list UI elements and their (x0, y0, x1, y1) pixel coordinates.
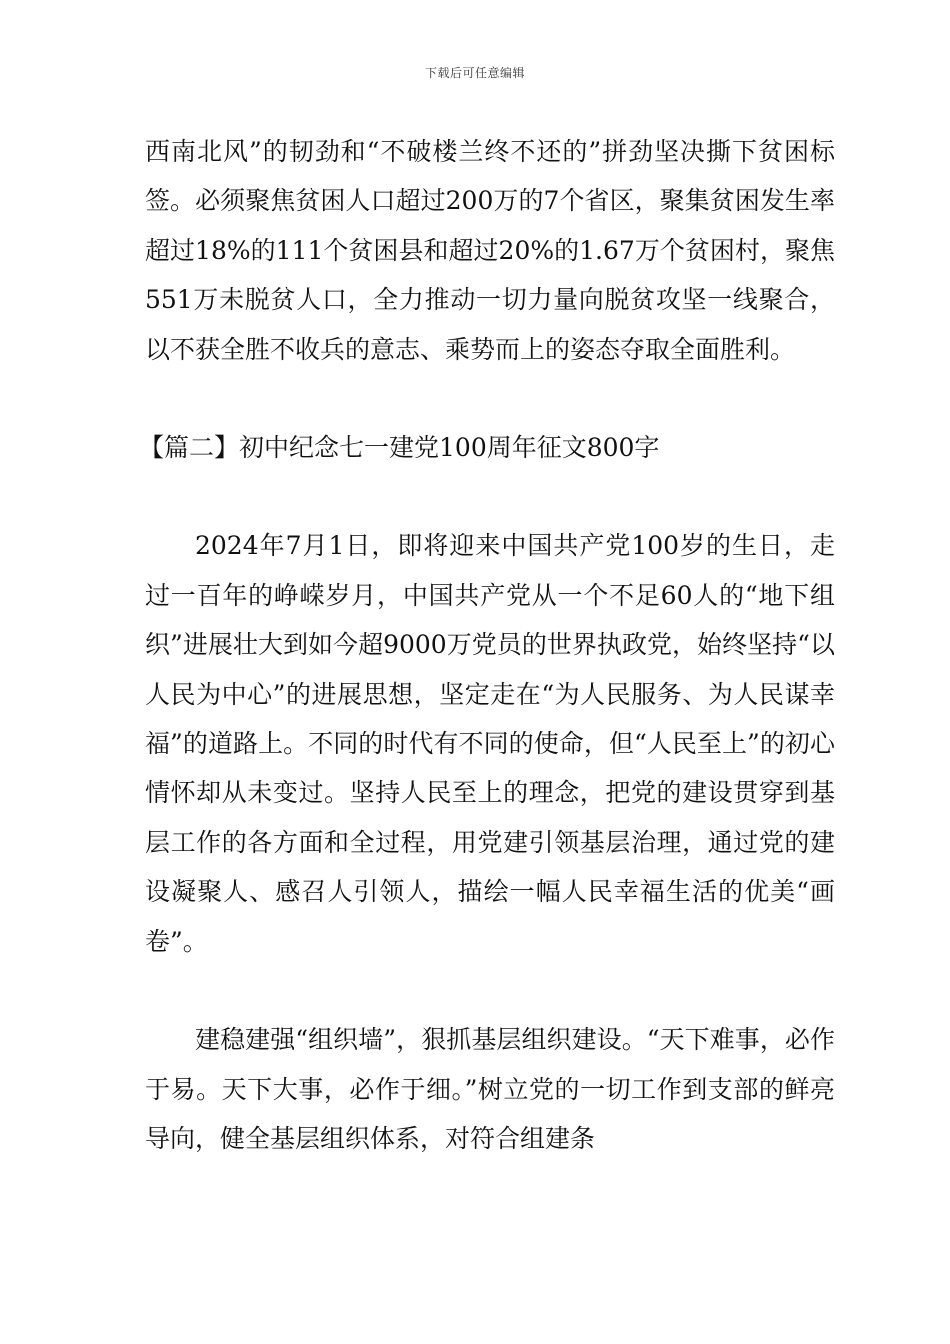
section-heading: 【篇二】初中纪念七一建党100周年征文800字 (139, 433, 660, 463)
paragraph-continuation: 西南北风”的韧劲和“不破楼兰终不还的”拼劲坚决撕下贫困标签。必须聚焦贫困人口超过200万的7个省区，聚集贫困发生率超过18%的111个贫困县和超过20%的1.67万个贫困村，聚焦551万未脱贫人口，全力推动一切力量向脱贫攻坚一线聚合，以不获全胜不收兵的意志、乘势而上的姿态夺取全面胜利。 (145, 137, 835, 364)
paragraph-anniversary: 2024年7月1日，即将迎来中国共产党100岁的生日，走过一百年的峥嵘岁月，中国共产党从一个不足60人的“地下组织”进展壮大到如今超9000万党员的世界执政党，始终坚持“以人民为中心”的进展思想，坚定走在“为人民服务、为人民谋幸福”的道路上。不同的时代有不同的使命，但“人民至上”的初心情怀却从未变过。坚持人民至上的理念，把党的建设贯穿到基层工作的各方面和全过程，用党建引领基层治理，通过党的建设凝聚人、感召人引领人，描绘一幅人民幸福生活的优美“画卷”。 (145, 531, 835, 956)
document-body (139, 127, 835, 1163)
paragraph-organization: 建稳建强“组织墙”，狠抓基层组织建设。“天下难事，必作于易。天下大事，必作于细。”树立党的一切工作到支部的鲜亮导向，健全基层组织体系，对符合组建条 (145, 1025, 835, 1153)
download-note: 下载后可任意编辑 (424, 66, 525, 80)
